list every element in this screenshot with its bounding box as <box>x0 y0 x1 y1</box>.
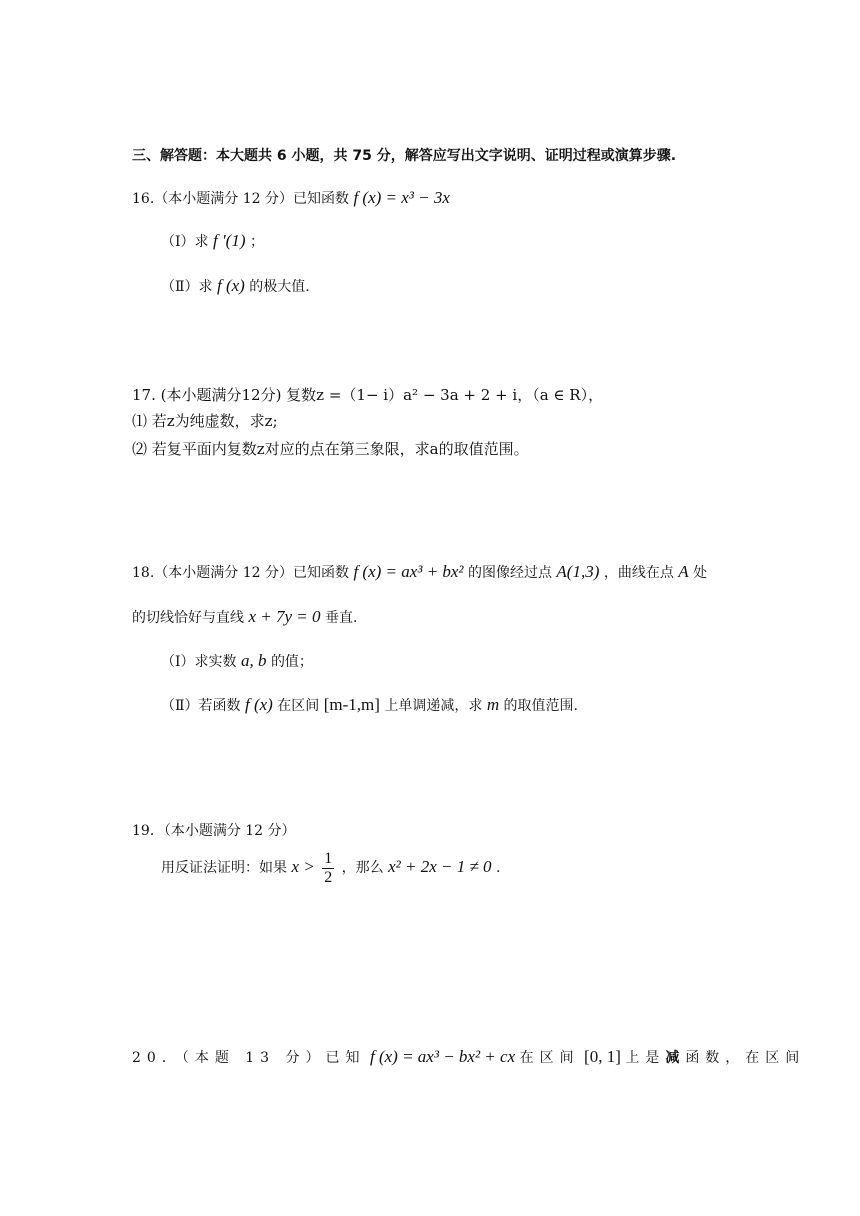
section-heading: 三、解答题：本大题共 6 小题，共 75 分，解答应写出文字说明、证明过程或演算步骤. <box>132 148 677 164</box>
fraction-numerator: 1 <box>324 850 333 867</box>
problem-19-body-suffix: . <box>496 860 501 877</box>
problem-18-line-2-suffix: 垂直. <box>324 610 358 626</box>
problem-18-point-name: A <box>678 562 689 581</box>
problem-20-suffix: 函数，在区间 <box>685 1050 806 1066</box>
problem-18-function: f (x) = ax³ + bx² <box>353 562 464 581</box>
problem-20-bold: 减 <box>665 1050 686 1066</box>
problem-19-header: 19．（本小题满分 12 分） <box>132 823 296 839</box>
problem-16-part-1-suffix: ； <box>249 234 264 250</box>
problem-19-body-prefix: 用反证法证明：如果 <box>161 860 287 877</box>
problem-18-point: A(1,3) <box>556 562 600 581</box>
problem-19-inequality: x > <box>291 857 315 877</box>
problem-18-prefix: 18.（本小题满分 12 分）已知函数 <box>132 565 349 581</box>
problem-18-suffix: ，曲线在点 <box>603 565 674 581</box>
problem-16-function: f (x) = x³ − 3x <box>353 188 450 207</box>
problem-16-part-2 <box>161 276 310 296</box>
problem-16-part-1-math: f ′(1) <box>212 231 246 250</box>
fraction-denominator: 2 <box>324 868 333 886</box>
problem-18-line-equation: x + 7y = 0 <box>248 607 321 626</box>
problem-18-part-1-label: （Ⅰ）求实数 <box>161 654 237 670</box>
problem-18-part-2-interval: [m-1,m] <box>323 695 380 714</box>
problem-18-part-2-mid2: 上单调递减，求 <box>384 698 483 714</box>
problem-18-header <box>132 562 707 582</box>
problem-18-part-2-mid: 在区间 <box>277 698 320 714</box>
problem-20-prefix: 20．（本题 13 分）已知 <box>132 1050 366 1066</box>
problem-16-part-1-label: （Ⅰ）求 <box>161 234 209 250</box>
problem-20-mid2: 上是 <box>625 1050 666 1066</box>
problem-17-part-2: ⑵ 若复平面内复数z对应的点在第三象限，求a的取值范围。 <box>132 440 529 458</box>
problem-16-part-1 <box>161 231 264 251</box>
problem-20-function: f (x) = ax³ − bx² + cx <box>369 1047 516 1066</box>
problem-18-part-1-suffix: 的值； <box>270 654 313 670</box>
problem-16-header <box>132 188 450 208</box>
problem-18-part-1-math: a, b <box>240 651 267 670</box>
problem-20-header <box>132 1047 805 1067</box>
problem-18-line-2 <box>132 607 357 627</box>
problem-18-end: 处 <box>693 565 708 581</box>
problem-19-body-mid: ，那么 <box>341 860 384 877</box>
problem-18-part-2-suffix: 的取值范围. <box>503 698 578 714</box>
problem-18-part-2-math: f (x) <box>244 695 273 714</box>
problem-16-prefix: 16.（本小题满分 12 分）已知函数 <box>132 191 349 207</box>
problem-20-mid: 在区间 <box>519 1050 580 1066</box>
problem-17-part-1: ⑴ 若z为纯虚数，求z; <box>132 412 278 430</box>
problem-18-part-2 <box>161 695 578 715</box>
problem-16-part-2-suffix: 的极大值. <box>249 279 310 295</box>
problem-19-fraction <box>322 850 334 886</box>
problem-18-part-2-label: （Ⅱ）若函数 <box>161 698 241 714</box>
problem-17-header: 17. (本小题满分12分) 复数z =（1− i）a² − 3a + 2 + i，（a ∈ R）， <box>132 386 604 404</box>
problem-20-interval: [0, 1] <box>584 1047 621 1066</box>
problem-18-line-2-prefix: 的切线恰好与直线 <box>132 610 244 626</box>
problem-18-part-2-var: m <box>486 695 500 714</box>
problem-16-part-2-math: f (x) <box>216 276 245 295</box>
problem-16-part-2-label: （Ⅱ）求 <box>161 279 213 295</box>
problem-18-mid: 的图像经过点 <box>467 565 552 581</box>
problem-19-body <box>161 850 500 886</box>
problem-18-part-1 <box>161 651 313 671</box>
problem-19-expression: x² + 2x − 1 ≠ 0 <box>388 857 492 877</box>
